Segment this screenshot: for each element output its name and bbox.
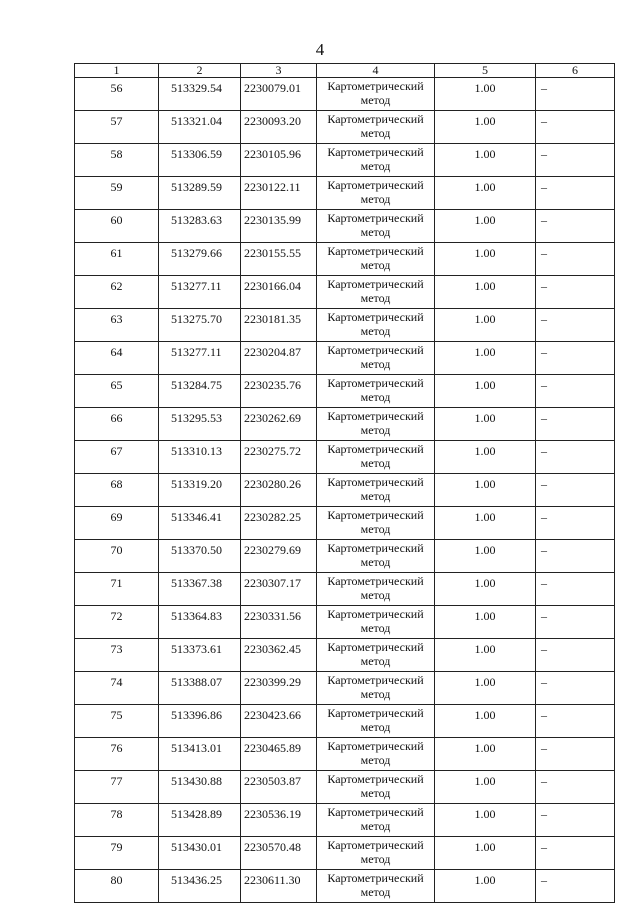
- table-row: [75, 441, 615, 474]
- method-cell: [317, 375, 435, 408]
- y-coordinate-cell: 2230423.66: [241, 705, 317, 738]
- method-line-2: метод: [360, 423, 391, 437]
- note-cell: –: [536, 705, 615, 738]
- accuracy-cell: 1.00: [435, 672, 536, 705]
- method-line-1: Картометрический: [327, 574, 424, 588]
- method-line-2: метод: [360, 819, 391, 833]
- point-number-cell: 76: [75, 738, 159, 771]
- method-line-2: метод: [360, 324, 391, 338]
- method-line-1: Картометрический: [327, 79, 424, 93]
- note-cell: –: [536, 804, 615, 837]
- note-cell: –: [536, 309, 615, 342]
- method-cell: [317, 771, 435, 804]
- x-coordinate-cell: 513284.75: [159, 375, 241, 408]
- method-line-1: Картометрический: [327, 244, 424, 258]
- method-line-1: Картометрический: [327, 475, 424, 489]
- y-coordinate-cell: 2230093.20: [241, 111, 317, 144]
- method-line-1: Картометрический: [327, 673, 424, 687]
- method-line-2: метод: [360, 159, 391, 173]
- y-coordinate-cell: 2230307.17: [241, 573, 317, 606]
- note-cell: –: [536, 606, 615, 639]
- note-cell: –: [536, 408, 615, 441]
- x-coordinate-cell: 513289.59: [159, 177, 241, 210]
- point-number-cell: 75: [75, 705, 159, 738]
- method-line-2: метод: [360, 291, 391, 305]
- y-coordinate-cell: 2230465.89: [241, 738, 317, 771]
- method-line-2: метод: [360, 489, 391, 503]
- table-row: [75, 243, 615, 276]
- point-number-cell: 68: [75, 474, 159, 507]
- note-cell: –: [536, 276, 615, 309]
- page-number: 4: [315, 40, 325, 59]
- accuracy-cell: 1.00: [435, 441, 536, 474]
- table-row: [75, 540, 615, 573]
- accuracy-cell: 1.00: [435, 870, 536, 903]
- x-coordinate-cell: 513295.53: [159, 408, 241, 441]
- x-coordinate-cell: 513329.54: [159, 78, 241, 111]
- table-row: [75, 78, 615, 111]
- table-row: [75, 573, 615, 606]
- x-coordinate-cell: 513277.11: [159, 342, 241, 375]
- accuracy-cell: 1.00: [435, 738, 536, 771]
- y-coordinate-cell: 2230503.87: [241, 771, 317, 804]
- y-coordinate-cell: 2230279.69: [241, 540, 317, 573]
- method-line-2: метод: [360, 390, 391, 404]
- y-coordinate-cell: 2230570.48: [241, 837, 317, 870]
- accuracy-cell: 1.00: [435, 705, 536, 738]
- accuracy-cell: 1.00: [435, 474, 536, 507]
- y-coordinate-cell: 2230166.04: [241, 276, 317, 309]
- accuracy-cell: 1.00: [435, 144, 536, 177]
- table-body: [75, 78, 615, 903]
- accuracy-cell: 1.00: [435, 639, 536, 672]
- accuracy-cell: 1.00: [435, 375, 536, 408]
- table-row: [75, 111, 615, 144]
- note-cell: –: [536, 837, 615, 870]
- y-coordinate-cell: 2230611.30: [241, 870, 317, 903]
- y-coordinate-cell: 2230280.26: [241, 474, 317, 507]
- note-cell: –: [536, 738, 615, 771]
- method-line-2: метод: [360, 753, 391, 767]
- method-line-1: Картометрический: [327, 409, 424, 423]
- point-number-cell: 56: [75, 78, 159, 111]
- method-line-1: Картометрический: [327, 838, 424, 852]
- method-cell: [317, 441, 435, 474]
- accuracy-cell: 1.00: [435, 507, 536, 540]
- column-header-5: 5: [435, 64, 536, 78]
- method-line-2: метод: [360, 456, 391, 470]
- point-number-cell: 78: [75, 804, 159, 837]
- method-line-1: Картометрический: [327, 640, 424, 654]
- point-number-cell: 62: [75, 276, 159, 309]
- point-number-cell: 70: [75, 540, 159, 573]
- x-coordinate-cell: 513430.88: [159, 771, 241, 804]
- x-coordinate-cell: 513373.61: [159, 639, 241, 672]
- table-row: [75, 606, 615, 639]
- point-number-cell: 65: [75, 375, 159, 408]
- accuracy-cell: 1.00: [435, 573, 536, 606]
- x-coordinate-cell: 513388.07: [159, 672, 241, 705]
- method-cell: [317, 540, 435, 573]
- method-line-2: метод: [360, 687, 391, 701]
- y-coordinate-cell: 2230135.99: [241, 210, 317, 243]
- accuracy-cell: 1.00: [435, 243, 536, 276]
- method-cell: [317, 276, 435, 309]
- method-cell: [317, 210, 435, 243]
- x-coordinate-cell: 513310.13: [159, 441, 241, 474]
- point-number-cell: 79: [75, 837, 159, 870]
- y-coordinate-cell: 2230122.11: [241, 177, 317, 210]
- method-line-1: Картометрический: [327, 178, 424, 192]
- x-coordinate-cell: 513283.63: [159, 210, 241, 243]
- note-cell: –: [536, 144, 615, 177]
- x-coordinate-cell: 513275.70: [159, 309, 241, 342]
- point-number-cell: 77: [75, 771, 159, 804]
- method-cell: [317, 672, 435, 705]
- method-line-1: Картометрический: [327, 310, 424, 324]
- method-cell: [317, 408, 435, 441]
- x-coordinate-cell: 513277.11: [159, 276, 241, 309]
- method-line-2: метод: [360, 720, 391, 734]
- method-line-2: метод: [360, 93, 391, 107]
- method-line-1: Картометрический: [327, 343, 424, 357]
- y-coordinate-cell: 2230262.69: [241, 408, 317, 441]
- table-row: [75, 474, 615, 507]
- coordinates-table: [74, 63, 615, 903]
- method-cell: [317, 177, 435, 210]
- note-cell: –: [536, 375, 615, 408]
- point-number-cell: 71: [75, 573, 159, 606]
- point-number-cell: 60: [75, 210, 159, 243]
- y-coordinate-cell: 2230282.25: [241, 507, 317, 540]
- note-cell: –: [536, 474, 615, 507]
- accuracy-cell: 1.00: [435, 804, 536, 837]
- y-coordinate-cell: 2230536.19: [241, 804, 317, 837]
- table-row: [75, 771, 615, 804]
- note-cell: –: [536, 672, 615, 705]
- note-cell: –: [536, 870, 615, 903]
- y-coordinate-cell: 2230155.55: [241, 243, 317, 276]
- table-row: [75, 837, 615, 870]
- note-cell: –: [536, 639, 615, 672]
- point-number-cell: 64: [75, 342, 159, 375]
- method-cell: [317, 78, 435, 111]
- x-coordinate-cell: 513413.01: [159, 738, 241, 771]
- method-cell: [317, 705, 435, 738]
- table-row: [75, 276, 615, 309]
- table-row: [75, 639, 615, 672]
- method-line-1: Картометрический: [327, 508, 424, 522]
- method-line-2: метод: [360, 852, 391, 866]
- table-row: [75, 705, 615, 738]
- x-coordinate-cell: 513279.66: [159, 243, 241, 276]
- accuracy-cell: 1.00: [435, 210, 536, 243]
- method-line-1: Картометрический: [327, 871, 424, 885]
- method-line-2: метод: [360, 654, 391, 668]
- method-cell: [317, 342, 435, 375]
- method-cell: [317, 573, 435, 606]
- accuracy-cell: 1.00: [435, 540, 536, 573]
- method-cell: [317, 870, 435, 903]
- point-number-cell: 57: [75, 111, 159, 144]
- column-header-6: 6: [536, 64, 615, 78]
- x-coordinate-cell: 513364.83: [159, 606, 241, 639]
- note-cell: –: [536, 342, 615, 375]
- y-coordinate-cell: 2230181.35: [241, 309, 317, 342]
- method-line-2: метод: [360, 588, 391, 602]
- column-header-3: 3: [241, 64, 317, 78]
- table-row: [75, 738, 615, 771]
- method-cell: [317, 738, 435, 771]
- method-line-2: метод: [360, 522, 391, 536]
- accuracy-cell: 1.00: [435, 342, 536, 375]
- x-coordinate-cell: 513319.20: [159, 474, 241, 507]
- method-cell: [317, 111, 435, 144]
- method-line-2: метод: [360, 786, 391, 800]
- method-line-1: Картометрический: [327, 442, 424, 456]
- point-number-cell: 61: [75, 243, 159, 276]
- method-line-2: метод: [360, 357, 391, 371]
- x-coordinate-cell: 513367.38: [159, 573, 241, 606]
- accuracy-cell: 1.00: [435, 408, 536, 441]
- y-coordinate-cell: 2230331.56: [241, 606, 317, 639]
- x-coordinate-cell: 513321.04: [159, 111, 241, 144]
- method-line-2: метод: [360, 258, 391, 272]
- y-coordinate-cell: 2230275.72: [241, 441, 317, 474]
- table-row: [75, 507, 615, 540]
- table-row: [75, 342, 615, 375]
- y-coordinate-cell: 2230105.96: [241, 144, 317, 177]
- y-coordinate-cell: 2230079.01: [241, 78, 317, 111]
- note-cell: –: [536, 771, 615, 804]
- point-number-cell: 67: [75, 441, 159, 474]
- table-row: [75, 672, 615, 705]
- accuracy-cell: 1.00: [435, 606, 536, 639]
- note-cell: –: [536, 243, 615, 276]
- accuracy-cell: 1.00: [435, 177, 536, 210]
- method-line-1: Картометрический: [327, 706, 424, 720]
- note-cell: –: [536, 210, 615, 243]
- method-line-2: метод: [360, 621, 391, 635]
- table-row: [75, 210, 615, 243]
- method-line-2: метод: [360, 192, 391, 206]
- table-row: [75, 408, 615, 441]
- point-number-cell: 80: [75, 870, 159, 903]
- note-cell: –: [536, 177, 615, 210]
- method-cell: [317, 606, 435, 639]
- method-cell: [317, 837, 435, 870]
- method-cell: [317, 507, 435, 540]
- x-coordinate-cell: 513436.25: [159, 870, 241, 903]
- method-line-2: метод: [360, 225, 391, 239]
- note-cell: –: [536, 507, 615, 540]
- method-line-2: метод: [360, 555, 391, 569]
- method-line-1: Картометрический: [327, 277, 424, 291]
- note-cell: –: [536, 540, 615, 573]
- method-line-1: Картометрический: [327, 805, 424, 819]
- table-row: [75, 177, 615, 210]
- accuracy-cell: 1.00: [435, 276, 536, 309]
- method-line-1: Картометрический: [327, 541, 424, 555]
- column-header-2: 2: [159, 64, 241, 78]
- table-row: [75, 309, 615, 342]
- point-number-cell: 58: [75, 144, 159, 177]
- x-coordinate-cell: 513430.01: [159, 837, 241, 870]
- y-coordinate-cell: 2230235.76: [241, 375, 317, 408]
- method-line-1: Картометрический: [327, 112, 424, 126]
- point-number-cell: 59: [75, 177, 159, 210]
- column-header-1: 1: [75, 64, 159, 78]
- table-row: [75, 375, 615, 408]
- accuracy-cell: 1.00: [435, 771, 536, 804]
- y-coordinate-cell: 2230204.87: [241, 342, 317, 375]
- note-cell: –: [536, 573, 615, 606]
- accuracy-cell: 1.00: [435, 111, 536, 144]
- x-coordinate-cell: 513346.41: [159, 507, 241, 540]
- x-coordinate-cell: 513370.50: [159, 540, 241, 573]
- point-number-cell: 73: [75, 639, 159, 672]
- table-row: [75, 144, 615, 177]
- x-coordinate-cell: 513396.86: [159, 705, 241, 738]
- method-cell: [317, 144, 435, 177]
- method-cell: [317, 804, 435, 837]
- note-cell: –: [536, 441, 615, 474]
- x-coordinate-cell: 513428.89: [159, 804, 241, 837]
- y-coordinate-cell: 2230399.29: [241, 672, 317, 705]
- table-row: [75, 870, 615, 903]
- method-cell: [317, 639, 435, 672]
- point-number-cell: 74: [75, 672, 159, 705]
- point-number-cell: 72: [75, 606, 159, 639]
- method-cell: [317, 474, 435, 507]
- accuracy-cell: 1.00: [435, 78, 536, 111]
- y-coordinate-cell: 2230362.45: [241, 639, 317, 672]
- note-cell: –: [536, 111, 615, 144]
- method-cell: [317, 243, 435, 276]
- method-cell: [317, 309, 435, 342]
- note-cell: –: [536, 78, 615, 111]
- column-header-4: 4: [317, 64, 435, 78]
- method-line-1: Картометрический: [327, 607, 424, 621]
- accuracy-cell: 1.00: [435, 309, 536, 342]
- table-row: [75, 804, 615, 837]
- method-line-1: Картометрический: [327, 376, 424, 390]
- method-line-1: Картометрический: [327, 211, 424, 225]
- accuracy-cell: 1.00: [435, 837, 536, 870]
- table-header-row: [75, 64, 615, 78]
- point-number-cell: 66: [75, 408, 159, 441]
- point-number-cell: 63: [75, 309, 159, 342]
- method-line-1: Картометрический: [327, 772, 424, 786]
- method-line-1: Картометрический: [327, 145, 424, 159]
- method-line-2: метод: [360, 885, 391, 899]
- x-coordinate-cell: 513306.59: [159, 144, 241, 177]
- method-line-1: Картометрический: [327, 739, 424, 753]
- method-line-2: метод: [360, 126, 391, 140]
- point-number-cell: 69: [75, 507, 159, 540]
